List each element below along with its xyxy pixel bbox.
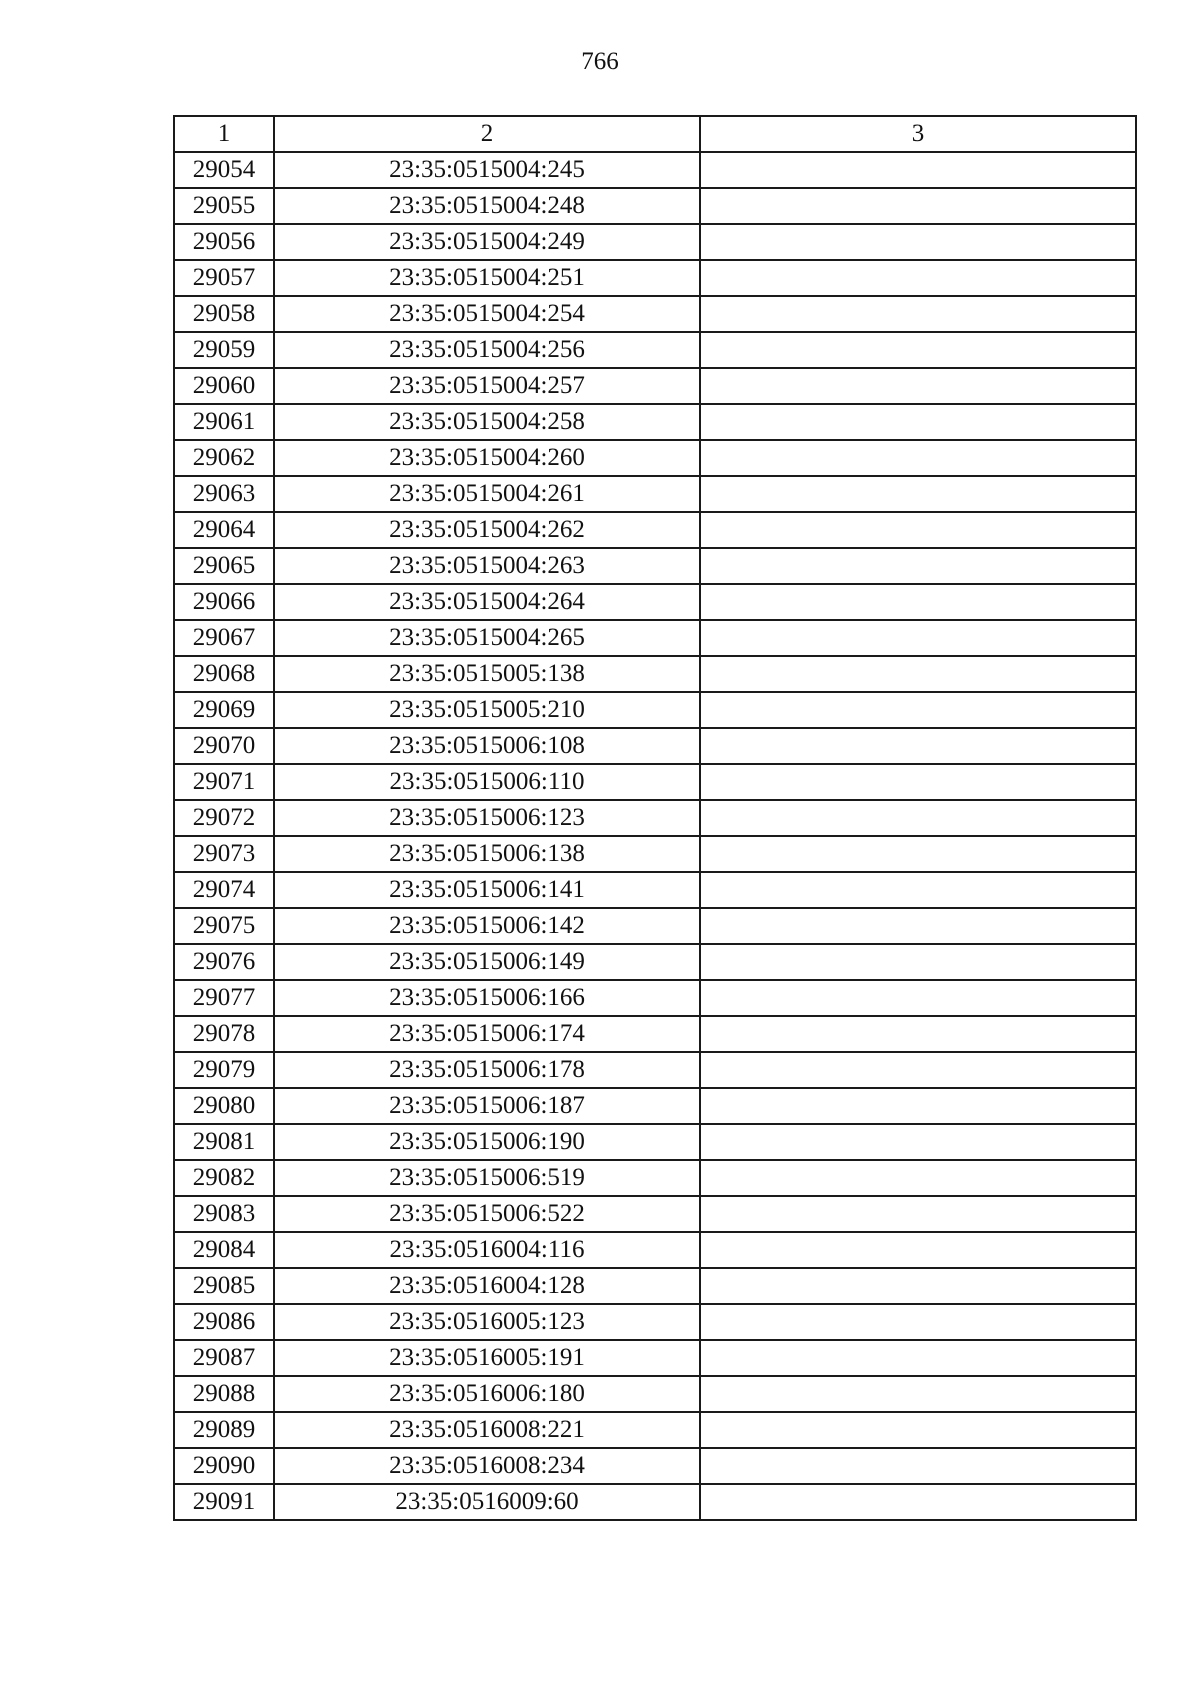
row-number-cell: 29062 — [174, 440, 274, 476]
row-number-cell: 29087 — [174, 1340, 274, 1376]
notes-cell — [700, 476, 1136, 512]
table-row — [174, 1484, 1136, 1520]
row-number-cell: 29072 — [174, 800, 274, 836]
cadastral-number-cell: 23:35:0515004:264 — [274, 584, 700, 620]
table-row — [174, 476, 1136, 512]
cadastral-number-cell: 23:35:0515006:108 — [274, 728, 700, 764]
cadastral-number-cell: 23:35:0515006:138 — [274, 836, 700, 872]
notes-cell — [700, 728, 1136, 764]
column-header-1: 1 — [174, 116, 274, 152]
cadastral-number-cell: 23:35:0515004:245 — [274, 152, 700, 188]
notes-cell — [700, 548, 1136, 584]
table-row — [174, 1448, 1136, 1484]
row-number-cell: 29064 — [174, 512, 274, 548]
cadastral-number-cell: 23:35:0515006:123 — [274, 800, 700, 836]
row-number-cell: 29054 — [174, 152, 274, 188]
table-row — [174, 836, 1136, 872]
row-number-cell: 29082 — [174, 1160, 274, 1196]
table-row — [174, 188, 1136, 224]
notes-cell — [700, 260, 1136, 296]
cadastral-number-cell: 23:35:0516004:116 — [274, 1232, 700, 1268]
cadastral-number-cell: 23:35:0515006:187 — [274, 1088, 700, 1124]
page-number: 766 — [581, 48, 619, 75]
table-row — [174, 1160, 1136, 1196]
row-number-cell: 29079 — [174, 1052, 274, 1088]
table-row — [174, 1412, 1136, 1448]
cadastral-number-cell: 23:35:0516009:60 — [274, 1484, 700, 1520]
notes-cell — [700, 1052, 1136, 1088]
cadastral-number-cell: 23:35:0515006:149 — [274, 944, 700, 980]
cadastral-number-cell: 23:35:0515004:251 — [274, 260, 700, 296]
row-number-cell: 29058 — [174, 296, 274, 332]
notes-cell — [700, 836, 1136, 872]
table-row — [174, 584, 1136, 620]
row-number-cell: 29068 — [174, 656, 274, 692]
table-row — [174, 368, 1136, 404]
row-number-cell: 29085 — [174, 1268, 274, 1304]
cadastral-number-cell: 23:35:0516008:221 — [274, 1412, 700, 1448]
notes-cell — [700, 1484, 1136, 1520]
table-row — [174, 1340, 1136, 1376]
cadastral-number-cell: 23:35:0515004:261 — [274, 476, 700, 512]
cadastral-number-cell: 23:35:0515004:256 — [274, 332, 700, 368]
notes-cell — [700, 152, 1136, 188]
table-row — [174, 872, 1136, 908]
cadastral-number-cell: 23:35:0515004:248 — [274, 188, 700, 224]
row-number-cell: 29086 — [174, 1304, 274, 1340]
cadastral-number-cell: 23:35:0515006:142 — [274, 908, 700, 944]
notes-cell — [700, 908, 1136, 944]
cadastral-number-cell: 23:35:0515004:265 — [274, 620, 700, 656]
row-number-cell: 29088 — [174, 1376, 274, 1412]
cadastral-number-cell: 23:35:0515005:138 — [274, 656, 700, 692]
table-row — [174, 296, 1136, 332]
notes-cell — [700, 656, 1136, 692]
row-number-cell: 29073 — [174, 836, 274, 872]
table-row — [174, 1016, 1136, 1052]
table-row — [174, 224, 1136, 260]
notes-cell — [700, 1232, 1136, 1268]
notes-cell — [700, 872, 1136, 908]
row-number-cell: 29090 — [174, 1448, 274, 1484]
row-number-cell: 29075 — [174, 908, 274, 944]
notes-cell — [700, 1340, 1136, 1376]
row-number-cell: 29060 — [174, 368, 274, 404]
cadastral-number-cell: 23:35:0515004:249 — [274, 224, 700, 260]
notes-cell — [700, 440, 1136, 476]
notes-cell — [700, 224, 1136, 260]
notes-cell — [700, 1376, 1136, 1412]
row-number-cell: 29071 — [174, 764, 274, 800]
column-header-2: 2 — [274, 116, 700, 152]
row-number-cell: 29083 — [174, 1196, 274, 1232]
notes-cell — [700, 1088, 1136, 1124]
table-row — [174, 1124, 1136, 1160]
row-number-cell: 29061 — [174, 404, 274, 440]
row-number-cell: 29091 — [174, 1484, 274, 1520]
notes-cell — [700, 368, 1136, 404]
row-number-cell: 29065 — [174, 548, 274, 584]
table-row — [174, 1088, 1136, 1124]
cadastral-number-cell: 23:35:0516005:191 — [274, 1340, 700, 1376]
notes-cell — [700, 1016, 1136, 1052]
row-number-cell: 29055 — [174, 188, 274, 224]
table-row — [174, 512, 1136, 548]
table-row — [174, 656, 1136, 692]
notes-cell — [700, 404, 1136, 440]
cadastral-number-cell: 23:35:0515005:210 — [274, 692, 700, 728]
table-row — [174, 764, 1136, 800]
cadastral-number-cell: 23:35:0515006:110 — [274, 764, 700, 800]
cadastral-number-cell: 23:35:0515006:190 — [274, 1124, 700, 1160]
cadastral-number-cell: 23:35:0516006:180 — [274, 1376, 700, 1412]
table-row — [174, 1232, 1136, 1268]
cadastral-number-table — [173, 115, 1137, 1521]
notes-cell — [700, 1412, 1136, 1448]
row-number-cell: 29078 — [174, 1016, 274, 1052]
table-row — [174, 332, 1136, 368]
row-number-cell: 29069 — [174, 692, 274, 728]
cadastral-number-cell: 23:35:0516008:234 — [274, 1448, 700, 1484]
row-number-cell: 29084 — [174, 1232, 274, 1268]
notes-cell — [700, 188, 1136, 224]
notes-cell — [700, 584, 1136, 620]
column-header-3: 3 — [700, 116, 1136, 152]
table-row — [174, 800, 1136, 836]
table-row — [174, 1268, 1136, 1304]
table-row — [174, 980, 1136, 1016]
row-number-cell: 29080 — [174, 1088, 274, 1124]
table-row — [174, 692, 1136, 728]
notes-cell — [700, 512, 1136, 548]
notes-cell — [700, 1448, 1136, 1484]
notes-cell — [700, 1124, 1136, 1160]
row-number-cell: 29056 — [174, 224, 274, 260]
table-row — [174, 548, 1136, 584]
table-row — [174, 440, 1136, 476]
table-row — [174, 1304, 1136, 1340]
row-number-cell: 29081 — [174, 1124, 274, 1160]
notes-cell — [700, 1268, 1136, 1304]
row-number-cell: 29059 — [174, 332, 274, 368]
notes-cell — [700, 296, 1136, 332]
cadastral-number-cell: 23:35:0515006:166 — [274, 980, 700, 1016]
table-row — [174, 1376, 1136, 1412]
row-number-cell: 29077 — [174, 980, 274, 1016]
cadastral-number-cell: 23:35:0515006:519 — [274, 1160, 700, 1196]
row-number-cell: 29057 — [174, 260, 274, 296]
table-body — [174, 152, 1136, 1520]
cadastral-number-cell: 23:35:0516004:128 — [274, 1268, 700, 1304]
row-number-cell: 29070 — [174, 728, 274, 764]
row-number-cell: 29066 — [174, 584, 274, 620]
notes-cell — [700, 620, 1136, 656]
row-number-cell: 29074 — [174, 872, 274, 908]
table-row — [174, 908, 1136, 944]
table-header-row — [174, 116, 1136, 152]
notes-cell — [700, 692, 1136, 728]
table-row — [174, 620, 1136, 656]
table-row — [174, 728, 1136, 764]
notes-cell — [700, 1196, 1136, 1232]
cadastral-number-cell: 23:35:0515004:254 — [274, 296, 700, 332]
table-row — [174, 1196, 1136, 1232]
row-number-cell: 29076 — [174, 944, 274, 980]
table-row — [174, 944, 1136, 980]
row-number-cell: 29063 — [174, 476, 274, 512]
notes-cell — [700, 800, 1136, 836]
table-row — [174, 404, 1136, 440]
notes-cell — [700, 332, 1136, 368]
cadastral-number-cell: 23:35:0515006:522 — [274, 1196, 700, 1232]
cadastral-number-cell: 23:35:0515004:263 — [274, 548, 700, 584]
notes-cell — [700, 980, 1136, 1016]
cadastral-number-cell: 23:35:0515004:262 — [274, 512, 700, 548]
cadastral-number-cell: 23:35:0516005:123 — [274, 1304, 700, 1340]
cadastral-number-cell: 23:35:0515006:174 — [274, 1016, 700, 1052]
table-row — [174, 260, 1136, 296]
row-number-cell: 29089 — [174, 1412, 274, 1448]
cadastral-number-cell: 23:35:0515004:260 — [274, 440, 700, 476]
notes-cell — [700, 1304, 1136, 1340]
notes-cell — [700, 944, 1136, 980]
notes-cell — [700, 764, 1136, 800]
cadastral-number-cell: 23:35:0515004:257 — [274, 368, 700, 404]
table-row — [174, 1052, 1136, 1088]
table-row — [174, 152, 1136, 188]
row-number-cell: 29067 — [174, 620, 274, 656]
notes-cell — [700, 1160, 1136, 1196]
cadastral-number-cell: 23:35:0515006:141 — [274, 872, 700, 908]
cadastral-number-cell: 23:35:0515006:178 — [274, 1052, 700, 1088]
cadastral-number-cell: 23:35:0515004:258 — [274, 404, 700, 440]
